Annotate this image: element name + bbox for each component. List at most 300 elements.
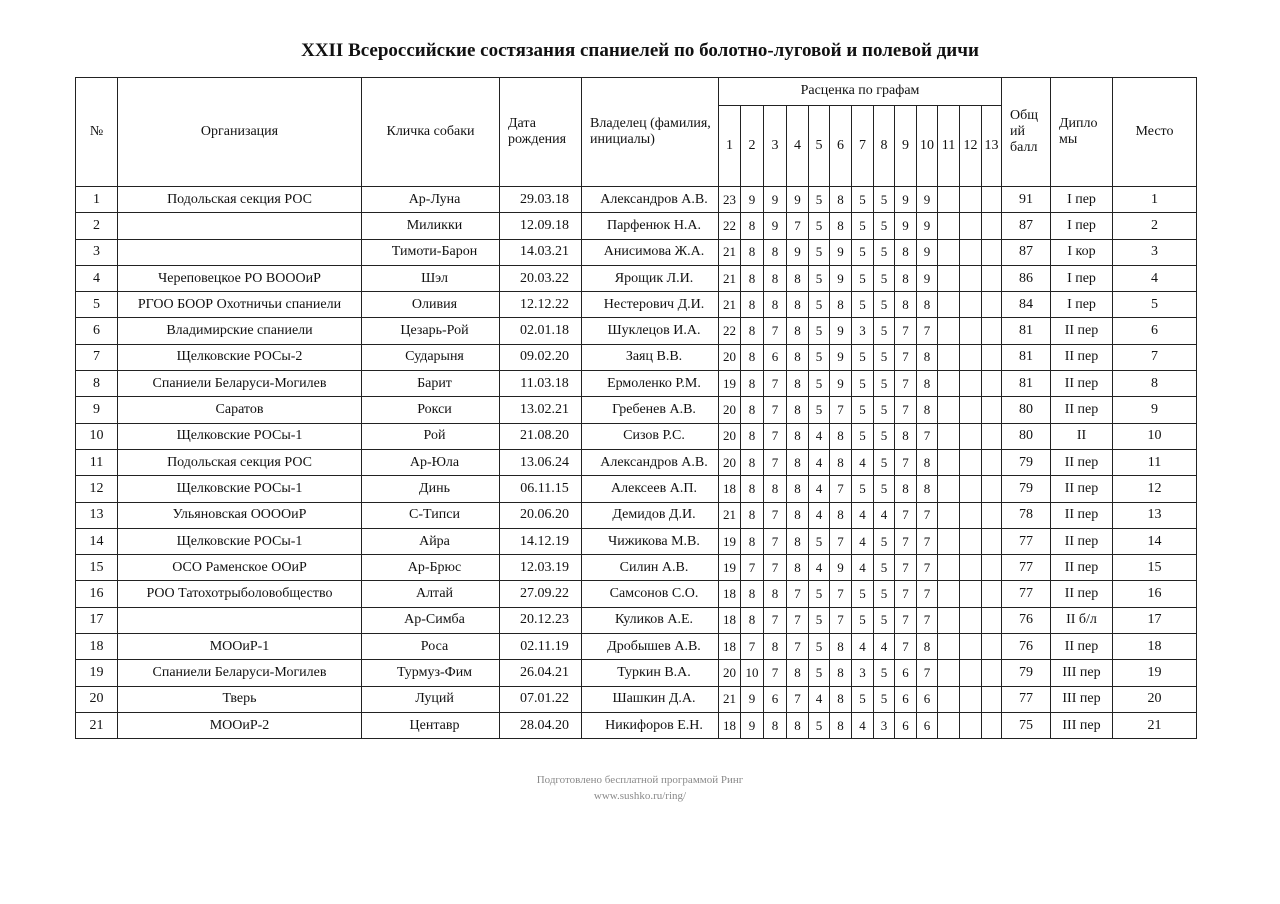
score-cell: 7 <box>830 581 852 607</box>
score-cell: 9 <box>830 371 852 397</box>
score-cell: 8 <box>764 239 787 265</box>
score-cell: 7 <box>895 555 917 581</box>
score-cell: 5 <box>874 397 895 423</box>
grade-number-header: 5 <box>809 106 830 187</box>
score-cell: 8 <box>741 476 764 502</box>
organization-cell: Спаниели Беларуси-Могилев <box>118 371 362 397</box>
score-cell: 8 <box>917 344 938 370</box>
score-cell <box>938 449 960 475</box>
score-cell <box>982 607 1002 633</box>
organization-cell <box>118 213 362 239</box>
table-header <box>76 78 1197 187</box>
score-cell: 9 <box>917 239 938 265</box>
score-cell: 7 <box>764 449 787 475</box>
score-cell <box>982 318 1002 344</box>
score-cell: 9 <box>764 187 787 213</box>
col-birthdate-header: Дата рождения <box>500 78 582 187</box>
score-cell: 5 <box>874 686 895 712</box>
row-number: 15 <box>76 555 118 581</box>
grade-number-header: 9 <box>895 106 917 187</box>
score-cell: 5 <box>874 660 895 686</box>
birthdate-cell: 14.12.19 <box>500 528 582 554</box>
col-grades-header: Расценка по графам <box>719 78 1002 106</box>
score-cell <box>938 213 960 239</box>
score-cell: 7 <box>764 607 787 633</box>
score-cell: 7 <box>895 371 917 397</box>
score-cell: 8 <box>917 476 938 502</box>
score-cell: 9 <box>917 265 938 291</box>
organization-cell: МООиР-1 <box>118 634 362 660</box>
diploma-cell: II пер <box>1051 555 1113 581</box>
score-cell: 8 <box>764 634 787 660</box>
birthdate-cell: 20.06.20 <box>500 502 582 528</box>
score-cell: 8 <box>917 634 938 660</box>
score-cell <box>938 634 960 660</box>
score-cell <box>960 712 982 738</box>
total-score-cell: 76 <box>1002 607 1051 633</box>
score-cell: 7 <box>917 502 938 528</box>
score-cell: 5 <box>874 344 895 370</box>
score-cell: 8 <box>787 555 809 581</box>
diploma-cell: I кор <box>1051 239 1113 265</box>
score-cell: 5 <box>809 371 830 397</box>
score-cell <box>960 449 982 475</box>
dog-name-cell: Сударыня <box>362 344 500 370</box>
score-cell: 8 <box>787 344 809 370</box>
score-cell: 8 <box>787 660 809 686</box>
grade-number-header: 12 <box>960 106 982 187</box>
table-row <box>76 318 1197 344</box>
score-cell <box>938 502 960 528</box>
score-cell: 7 <box>787 213 809 239</box>
score-cell <box>982 634 1002 660</box>
score-cell: 5 <box>809 318 830 344</box>
score-cell: 8 <box>787 476 809 502</box>
total-score-cell: 81 <box>1002 318 1051 344</box>
score-cell: 5 <box>874 476 895 502</box>
footer-credit: Подготовлено бесплатной программой Ринг <box>536 774 744 786</box>
score-cell: 9 <box>895 187 917 213</box>
score-cell <box>982 371 1002 397</box>
score-cell: 4 <box>852 528 874 554</box>
table-row <box>76 502 1197 528</box>
score-cell: 5 <box>852 581 874 607</box>
total-score-cell: 80 <box>1002 423 1051 449</box>
table-row <box>76 213 1197 239</box>
score-cell: 6 <box>764 686 787 712</box>
score-cell: 7 <box>895 449 917 475</box>
place-cell: 18 <box>1113 634 1197 660</box>
diploma-cell: I пер <box>1051 265 1113 291</box>
diploma-cell: III пер <box>1051 686 1113 712</box>
table-row <box>76 423 1197 449</box>
score-cell: 7 <box>917 581 938 607</box>
table-body <box>76 187 1197 739</box>
score-cell: 7 <box>830 607 852 633</box>
score-cell: 5 <box>852 607 874 633</box>
dog-name-cell: Ар-Симба <box>362 607 500 633</box>
diploma-cell: II пер <box>1051 344 1113 370</box>
score-cell: 7 <box>895 581 917 607</box>
score-cell: 5 <box>852 423 874 449</box>
table-row <box>76 344 1197 370</box>
score-cell <box>938 686 960 712</box>
dog-name-cell: Шэл <box>362 265 500 291</box>
table-row <box>76 660 1197 686</box>
place-cell: 6 <box>1113 318 1197 344</box>
score-cell <box>938 476 960 502</box>
score-cell: 8 <box>764 581 787 607</box>
birthdate-cell: 29.03.18 <box>500 187 582 213</box>
organization-cell: РОО Татохотрыболовобщество <box>118 581 362 607</box>
score-cell: 7 <box>787 607 809 633</box>
dog-name-cell: Миликки <box>362 213 500 239</box>
owner-cell: Сизов Р.С. <box>582 423 719 449</box>
score-cell: 4 <box>809 449 830 475</box>
grade-number-header: 3 <box>764 106 787 187</box>
place-cell: 8 <box>1113 371 1197 397</box>
score-cell <box>960 371 982 397</box>
diploma-cell: I пер <box>1051 292 1113 318</box>
score-cell: 8 <box>830 423 852 449</box>
birthdate-cell: 12.03.19 <box>500 555 582 581</box>
score-cell: 5 <box>874 528 895 554</box>
diploma-cell: II пер <box>1051 371 1113 397</box>
place-cell: 15 <box>1113 555 1197 581</box>
table-row <box>76 581 1197 607</box>
row-number: 14 <box>76 528 118 554</box>
score-cell: 5 <box>852 476 874 502</box>
score-cell <box>982 265 1002 291</box>
birthdate-cell: 02.11.19 <box>500 634 582 660</box>
diploma-cell: I пер <box>1051 187 1113 213</box>
score-cell: 8 <box>895 265 917 291</box>
owner-cell: Александров А.В. <box>582 449 719 475</box>
score-cell: 7 <box>764 660 787 686</box>
dog-name-cell: С-Типси <box>362 502 500 528</box>
birthdate-cell: 26.04.21 <box>500 660 582 686</box>
grade-number-header: 7 <box>852 106 874 187</box>
score-cell: 8 <box>830 292 852 318</box>
organization-cell: Спаниели Беларуси-Могилев <box>118 660 362 686</box>
score-cell: 7 <box>764 528 787 554</box>
score-cell: 8 <box>787 292 809 318</box>
score-cell <box>982 449 1002 475</box>
score-cell: 8 <box>830 502 852 528</box>
score-cell <box>982 581 1002 607</box>
score-cell: 4 <box>852 712 874 738</box>
score-cell: 5 <box>852 239 874 265</box>
organization-cell: Щелковские РОСы-1 <box>118 528 362 554</box>
place-cell: 2 <box>1113 213 1197 239</box>
total-score-cell: 81 <box>1002 371 1051 397</box>
score-cell: 9 <box>830 318 852 344</box>
diploma-cell: II пер <box>1051 634 1113 660</box>
place-cell: 7 <box>1113 344 1197 370</box>
score-cell <box>960 528 982 554</box>
birthdate-cell: 28.04.20 <box>500 712 582 738</box>
place-cell: 20 <box>1113 686 1197 712</box>
score-cell: 8 <box>787 397 809 423</box>
score-cell: 4 <box>809 476 830 502</box>
score-cell <box>938 607 960 633</box>
diploma-cell: III пер <box>1051 660 1113 686</box>
score-cell: 8 <box>787 502 809 528</box>
row-number: 18 <box>76 634 118 660</box>
score-cell <box>960 239 982 265</box>
organization-cell: Саратов <box>118 397 362 423</box>
score-cell: 21 <box>719 265 741 291</box>
score-cell: 4 <box>852 555 874 581</box>
organization-cell: Щелковские РОСы-1 <box>118 423 362 449</box>
score-cell: 18 <box>719 634 741 660</box>
owner-cell: Туркин В.А. <box>582 660 719 686</box>
place-cell: 5 <box>1113 292 1197 318</box>
score-cell <box>960 634 982 660</box>
row-number: 11 <box>76 449 118 475</box>
score-cell <box>982 660 1002 686</box>
score-cell <box>960 265 982 291</box>
organization-cell: МООиР-2 <box>118 712 362 738</box>
total-score-cell: 81 <box>1002 344 1051 370</box>
dog-name-cell: Рой <box>362 423 500 449</box>
owner-cell: Александров А.В. <box>582 187 719 213</box>
score-cell: 8 <box>741 502 764 528</box>
score-cell: 8 <box>741 213 764 239</box>
score-cell: 21 <box>719 502 741 528</box>
score-cell <box>982 476 1002 502</box>
score-cell: 9 <box>764 213 787 239</box>
birthdate-cell: 07.01.22 <box>500 686 582 712</box>
score-cell: 8 <box>741 449 764 475</box>
score-cell: 8 <box>764 292 787 318</box>
score-cell: 7 <box>764 555 787 581</box>
score-cell: 9 <box>741 187 764 213</box>
score-cell <box>960 476 982 502</box>
score-cell: 5 <box>874 449 895 475</box>
organization-cell: Ульяновская ООООиР <box>118 502 362 528</box>
score-cell: 7 <box>895 318 917 344</box>
dog-name-cell: Цезарь-Рой <box>362 318 500 344</box>
owner-cell: Анисимова Ж.А. <box>582 239 719 265</box>
total-score-cell: 77 <box>1002 555 1051 581</box>
dog-name-cell: Барит <box>362 371 500 397</box>
score-cell: 8 <box>741 344 764 370</box>
diploma-cell: II б/л <box>1051 607 1113 633</box>
score-cell: 7 <box>764 371 787 397</box>
score-cell: 4 <box>852 634 874 660</box>
score-cell: 5 <box>852 213 874 239</box>
score-cell: 5 <box>809 581 830 607</box>
score-cell: 8 <box>787 449 809 475</box>
score-cell: 4 <box>874 502 895 528</box>
place-cell: 9 <box>1113 397 1197 423</box>
score-cell <box>960 502 982 528</box>
score-cell: 8 <box>830 712 852 738</box>
score-cell <box>938 712 960 738</box>
score-cell: 8 <box>764 265 787 291</box>
row-number: 9 <box>76 397 118 423</box>
score-cell: 5 <box>809 634 830 660</box>
birthdate-cell: 14.03.21 <box>500 239 582 265</box>
owner-cell: Парфенюк Н.А. <box>582 213 719 239</box>
score-cell: 4 <box>852 502 874 528</box>
score-cell: 20 <box>719 423 741 449</box>
score-cell: 7 <box>741 555 764 581</box>
score-cell: 8 <box>917 397 938 423</box>
row-number: 21 <box>76 712 118 738</box>
table-row <box>76 449 1197 475</box>
col-number-header: № <box>76 78 118 187</box>
score-cell <box>960 397 982 423</box>
score-cell: 5 <box>874 318 895 344</box>
total-score-cell: 87 <box>1002 239 1051 265</box>
score-cell <box>982 344 1002 370</box>
score-cell: 8 <box>787 712 809 738</box>
diploma-cell: III пер <box>1051 712 1113 738</box>
score-cell: 18 <box>719 712 741 738</box>
total-score-cell: 77 <box>1002 581 1051 607</box>
score-cell: 8 <box>895 423 917 449</box>
diploma-cell: II пер <box>1051 318 1113 344</box>
score-cell <box>982 502 1002 528</box>
score-cell: 4 <box>809 502 830 528</box>
diploma-cell: II <box>1051 423 1113 449</box>
score-cell <box>960 423 982 449</box>
grade-number-header: 4 <box>787 106 809 187</box>
score-cell <box>938 555 960 581</box>
total-score-cell: 79 <box>1002 449 1051 475</box>
score-cell: 7 <box>917 555 938 581</box>
score-cell: 7 <box>917 318 938 344</box>
score-cell <box>938 423 960 449</box>
score-cell: 8 <box>895 239 917 265</box>
score-cell: 8 <box>741 371 764 397</box>
row-number: 8 <box>76 371 118 397</box>
score-cell: 6 <box>895 660 917 686</box>
organization-cell: Щелковские РОСы-2 <box>118 344 362 370</box>
dog-name-cell: Динь <box>362 476 500 502</box>
owner-cell: Шашкин Д.А. <box>582 686 719 712</box>
score-cell: 5 <box>809 239 830 265</box>
score-cell: 19 <box>719 555 741 581</box>
place-cell: 10 <box>1113 423 1197 449</box>
score-cell: 18 <box>719 476 741 502</box>
score-cell: 3 <box>852 318 874 344</box>
table-row <box>76 371 1197 397</box>
score-cell <box>960 187 982 213</box>
score-cell: 6 <box>895 712 917 738</box>
score-cell: 8 <box>830 449 852 475</box>
score-cell: 6 <box>917 712 938 738</box>
table-row <box>76 292 1197 318</box>
score-cell <box>938 318 960 344</box>
score-cell: 8 <box>741 607 764 633</box>
score-cell: 5 <box>809 213 830 239</box>
score-cell: 9 <box>917 213 938 239</box>
score-cell <box>982 292 1002 318</box>
diploma-cell: II пер <box>1051 581 1113 607</box>
score-cell: 9 <box>895 213 917 239</box>
grade-number-header: 1 <box>719 106 741 187</box>
score-cell: 8 <box>741 292 764 318</box>
score-cell: 9 <box>741 712 764 738</box>
dog-name-cell: Тимоти-Барон <box>362 239 500 265</box>
score-cell: 5 <box>852 397 874 423</box>
grade-number-header: 6 <box>830 106 852 187</box>
birthdate-cell: 21.08.20 <box>500 423 582 449</box>
score-cell: 5 <box>874 292 895 318</box>
score-cell <box>938 292 960 318</box>
row-number: 5 <box>76 292 118 318</box>
score-cell: 7 <box>917 660 938 686</box>
dog-name-cell: Айра <box>362 528 500 554</box>
score-cell: 7 <box>764 318 787 344</box>
score-cell <box>982 213 1002 239</box>
score-cell: 8 <box>830 686 852 712</box>
score-cell <box>938 344 960 370</box>
place-cell: 13 <box>1113 502 1197 528</box>
score-cell: 7 <box>917 423 938 449</box>
score-cell <box>938 371 960 397</box>
score-cell: 8 <box>917 292 938 318</box>
dog-name-cell: Луций <box>362 686 500 712</box>
score-cell: 9 <box>830 344 852 370</box>
row-number: 1 <box>76 187 118 213</box>
dog-name-cell: Рокси <box>362 397 500 423</box>
row-number: 13 <box>76 502 118 528</box>
footer-link: www.sushko.ru/ring/ <box>593 790 687 802</box>
birthdate-cell: 09.02.20 <box>500 344 582 370</box>
score-cell: 7 <box>764 423 787 449</box>
birthdate-cell: 13.06.24 <box>500 449 582 475</box>
score-cell: 20 <box>719 660 741 686</box>
place-cell: 21 <box>1113 712 1197 738</box>
dog-name-cell: Турмуз-Фим <box>362 660 500 686</box>
score-cell: 5 <box>809 292 830 318</box>
owner-cell: Никифоров Е.Н. <box>582 712 719 738</box>
place-cell: 17 <box>1113 607 1197 633</box>
score-cell <box>938 239 960 265</box>
dog-name-cell: Центавр <box>362 712 500 738</box>
total-score-cell: 80 <box>1002 397 1051 423</box>
table-row <box>76 397 1197 423</box>
score-cell: 5 <box>852 371 874 397</box>
score-cell: 5 <box>874 239 895 265</box>
table-row <box>76 634 1197 660</box>
score-cell: 6 <box>764 344 787 370</box>
row-number: 2 <box>76 213 118 239</box>
score-cell: 18 <box>719 581 741 607</box>
score-cell: 8 <box>787 423 809 449</box>
score-cell: 7 <box>830 528 852 554</box>
owner-cell: Заяц В.В. <box>582 344 719 370</box>
grade-number-header: 10 <box>917 106 938 187</box>
score-cell <box>960 344 982 370</box>
score-cell: 8 <box>830 634 852 660</box>
score-cell: 5 <box>874 213 895 239</box>
row-number: 12 <box>76 476 118 502</box>
score-cell: 5 <box>809 265 830 291</box>
score-cell: 3 <box>852 660 874 686</box>
score-cell: 7 <box>764 397 787 423</box>
score-cell: 4 <box>809 686 830 712</box>
owner-cell: Самсонов С.О. <box>582 581 719 607</box>
owner-cell: Ярощик Л.И. <box>582 265 719 291</box>
table-row <box>76 187 1197 213</box>
table-row <box>76 607 1197 633</box>
score-cell: 7 <box>895 607 917 633</box>
